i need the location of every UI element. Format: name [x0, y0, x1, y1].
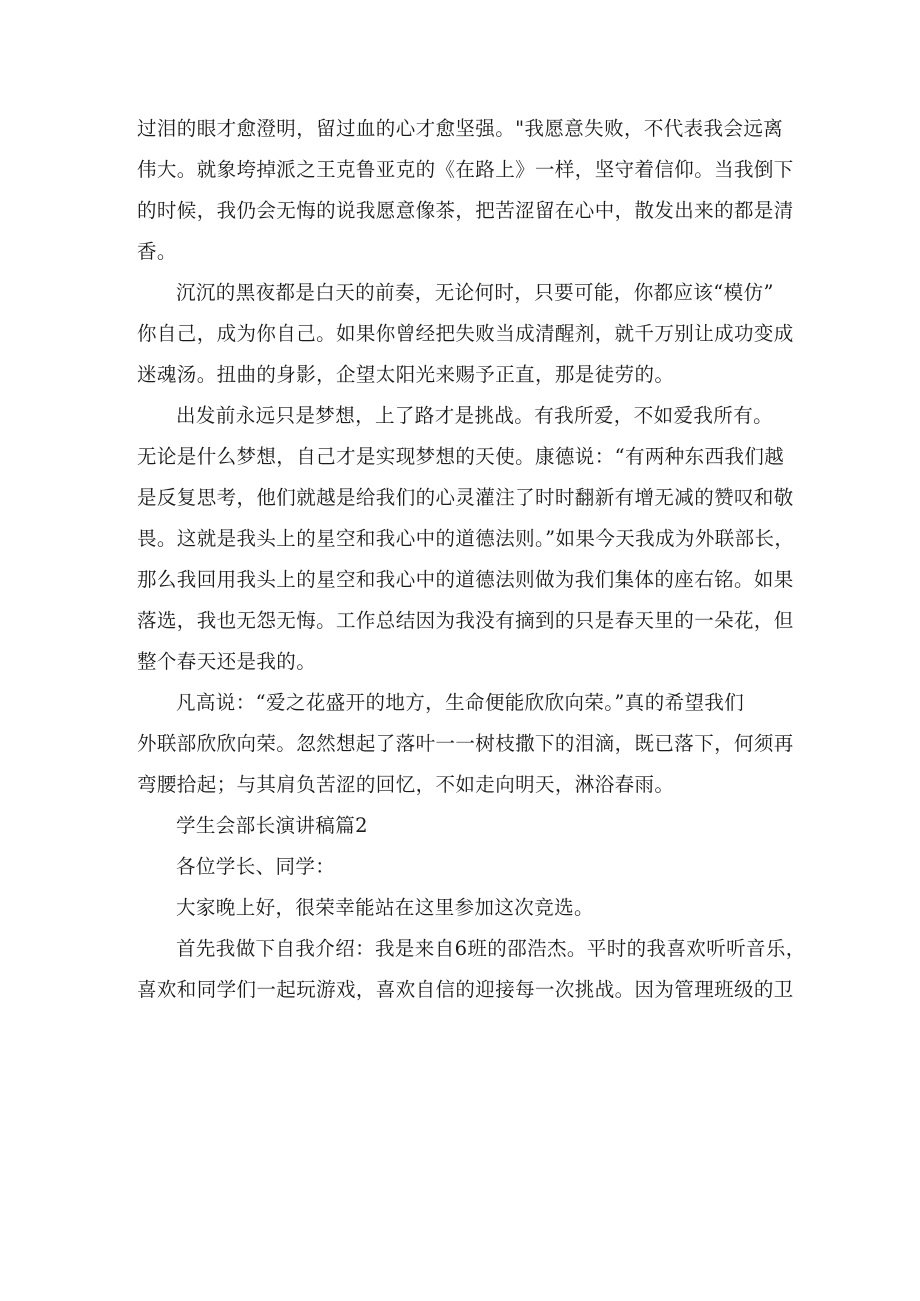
heading-text: 学生会部长演讲稿篇2 — [176, 814, 368, 837]
text-line: 整个春天还是我的。 — [137, 650, 317, 673]
text-line: 沉沉的黑夜都是白天的前奏，无论何时，只要可能，你都应该“模仿” — [176, 281, 774, 304]
text-line: 是反复思考，他们就越是给我们的心灵灌注了时时翻新有增无减的赞叹和敬 — [137, 486, 794, 509]
document-body — [137, 108, 806, 1010]
text-line: 那么我回用我头上的星空和我心中的道德法则做为我们集体的座右铭。如果 — [137, 568, 794, 591]
text-line: 喜欢和同学们一起玩游戏，喜欢自信的迎接每一次挑战。因为管理班级的卫 — [137, 978, 794, 1001]
paragraph-3 — [137, 395, 797, 682]
text-line: 伟大。就象垮掉派之王克鲁亚克的《在路上》一样，坚守着信仰。当我倒下 — [137, 158, 794, 181]
text-line: 无论是什么梦想，自己才是实现梦想的天使。康德说：“有两种东西我们越 — [137, 445, 785, 468]
text-line: 迷魂汤。扭曲的身影，企望太阳光来赐予正直，那是徒劳的。 — [137, 363, 675, 386]
text-line: 你自己，成为你自己。如果你曾经把失败当成清醒剂，就千万别让成功变成 — [137, 322, 794, 345]
greeting-text: 大家晚上好，很荣幸能站在这里参加这次竞选。 — [176, 896, 594, 919]
paragraph-4 — [137, 682, 797, 805]
text-line: 首先我做下自我介绍：我是来自6班的邵浩杰。平时的我喜欢听听音乐， — [176, 937, 806, 960]
text-line: 弯腰拾起；与其肩负苦涩的回忆，不如走向明天，淋浴春雨。 — [137, 773, 675, 796]
text-line: 凡高说：“爱之花盛开的地方，生命便能欣欣向荣。”真的希望我们 — [176, 691, 745, 714]
text-line: 畏。这就是我头上的星空和我心中的道德法则。”如果今天我成为外联部长， — [137, 527, 795, 550]
paragraph-1 — [137, 108, 797, 272]
text-line: 外联部欣欣向荣。忽然想起了落叶一一树枝撒下的泪滴，既已落下，何须再 — [137, 732, 794, 755]
text-line: 的时候，我仍会无悔的说我愿意像茶，把苦涩留在心中，散发出来的都是清 — [137, 199, 794, 222]
salutation-text: 各位学长、同学： — [176, 855, 336, 878]
text-line: 落选，我也无怨无悔。工作总结因为我没有摘到的只是春天里的一朵花，但 — [137, 609, 794, 632]
salutation — [137, 846, 797, 887]
text-line: 过泪的眼才愈澄明，留过血的心才愈坚强。"我愿意失败，不代表我会远离 — [137, 117, 784, 140]
text-line: 出发前永远只是梦想，上了路才是挑战。有我所爱，不如爱我所有。 — [176, 404, 774, 427]
paragraph-introduction — [137, 928, 806, 1010]
section-heading — [137, 805, 797, 846]
greeting — [137, 887, 797, 928]
text-line: 香。 — [137, 240, 177, 263]
paragraph-2 — [137, 272, 797, 395]
